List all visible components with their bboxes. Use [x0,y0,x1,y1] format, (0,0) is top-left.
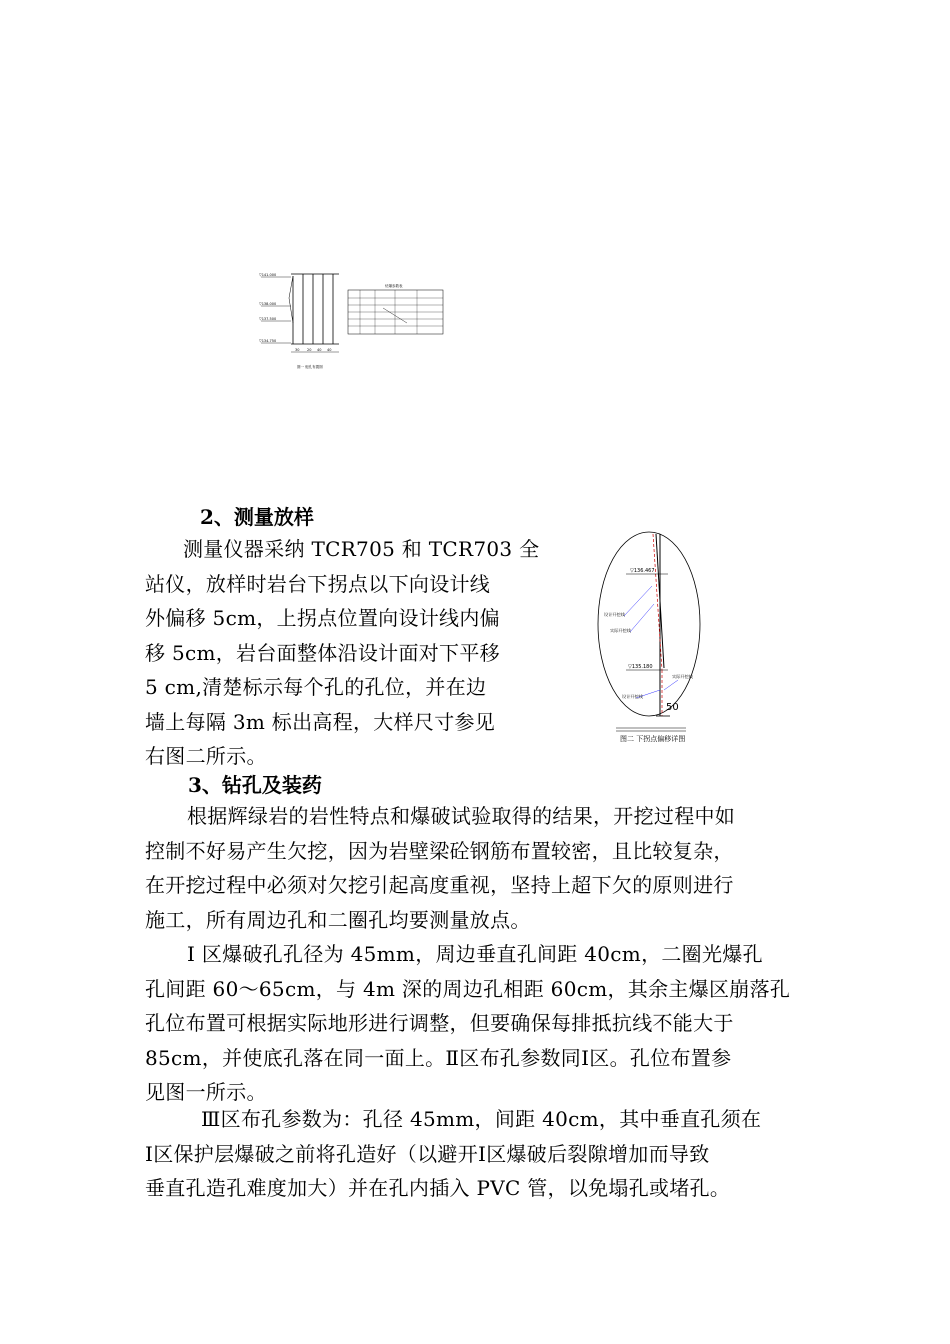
figure-2-label-actual-2: 实际开挖线 [672,674,693,679]
text-line: 右图二所示。 [145,744,267,768]
text-line: 根据辉绿岩的岩性特点和爆破试验取得的结果，开挖过程中如 [187,804,736,828]
figure-1-caption: 图一 炮孔布置图 [297,365,323,369]
text-line: 移 5cm，岩台面整体沿设计面对下平移 [145,640,500,665]
text-line: 孔位布置可根据实际地形进行调整，但要确保每排抵抗线不能大于 [145,1011,734,1035]
section-3-paragraph-3 [145,1102,815,1206]
text-line: 见图一所示。 [145,1080,267,1104]
elev-label-3: ▽137.500 [259,317,277,321]
figure-2-elev-top: ▽136.467 [630,568,655,574]
dim-label-2: 20 [307,348,312,352]
text-line: 测量仪器采纳 TCR705 和 TCR703 全 [183,537,540,561]
figure-2-label-design-1: 设计开挖线 [604,612,625,617]
elev-label-2: ▽138.000 [259,302,277,306]
text-line: 站仪，放样时岩台下拐点以下向设计线 [145,571,491,596]
text-line: Ⅰ区保护层爆破之前将孔造好（以避开Ⅰ区爆破后裂隙增加而导致 [145,1141,710,1166]
text-line: 孔间距 60～65cm，与 4m 深的周边孔相距 60cm，其余主爆区崩落孔 [145,976,791,1001]
text-line: 外偏移 5cm，上拐点位置向设计线内偏 [145,606,500,630]
text-line: 85cm，并使底孔落在同一面上。Ⅱ区布孔参数同Ⅰ区。孔位布置参 [145,1045,732,1070]
text-line: 墙上每隔 3m 标出高程，大样尺寸参见 [145,709,496,734]
figure-2-offset-detail [596,530,702,752]
elev-label-4: ▽134.750 [259,339,277,343]
text-line: 控制不好易产生欠挖，因为岩壁梁砼钢筋布置较密，且比较复杂， [145,838,734,863]
figure-1-blasting-layout [255,268,450,378]
figure-2-caption: 图二 下拐点偏移详图 [620,735,686,743]
figure-1-table-title: 钻爆参数表 [385,284,403,288]
text-line: Ⅰ 区爆破孔孔径为 45mm，周边垂直孔间距 40cm，二圈光爆孔 [187,942,763,966]
figure-2-label-actual-1: 实际开挖线 [610,628,631,633]
section-2-heading: 2、测量放样 [200,505,314,529]
section-3-heading: 3、钻孔及装药 [188,773,322,797]
figure-2-dim-label: 50 [666,702,679,713]
section-3-paragraph-1 [145,799,815,937]
text-line: 施工，所有周边孔和二圈孔均要测量放点。 [145,907,531,932]
dim-label-1: 30 [295,348,300,352]
text-line: 5 cm,清楚标示每个孔的孔位，并在边 [145,675,487,699]
text-line: 在开挖过程中必须对欠挖引起高度重视，坚持上超下欠的原则进行 [145,873,734,897]
section-3-paragraph-2 [145,937,815,1110]
dim-label-4: 40 [327,348,332,352]
text-line: Ⅲ区布孔参数为：孔径 45mm，间距 40cm，其中垂直孔须在 [201,1107,762,1131]
dim-label-3: 40 [317,348,322,352]
section-2-paragraph [145,532,555,774]
elev-label-1: ▽141.000 [259,273,277,277]
figure-2-label-design-2: 设计开挖线 [622,694,643,699]
text-line: 垂直孔造孔难度加大）并在孔内插入 PVC 管，以免塌孔或堵孔。 [145,1176,731,1200]
figure-2-elev-mid: ▽135.180 [628,664,653,670]
